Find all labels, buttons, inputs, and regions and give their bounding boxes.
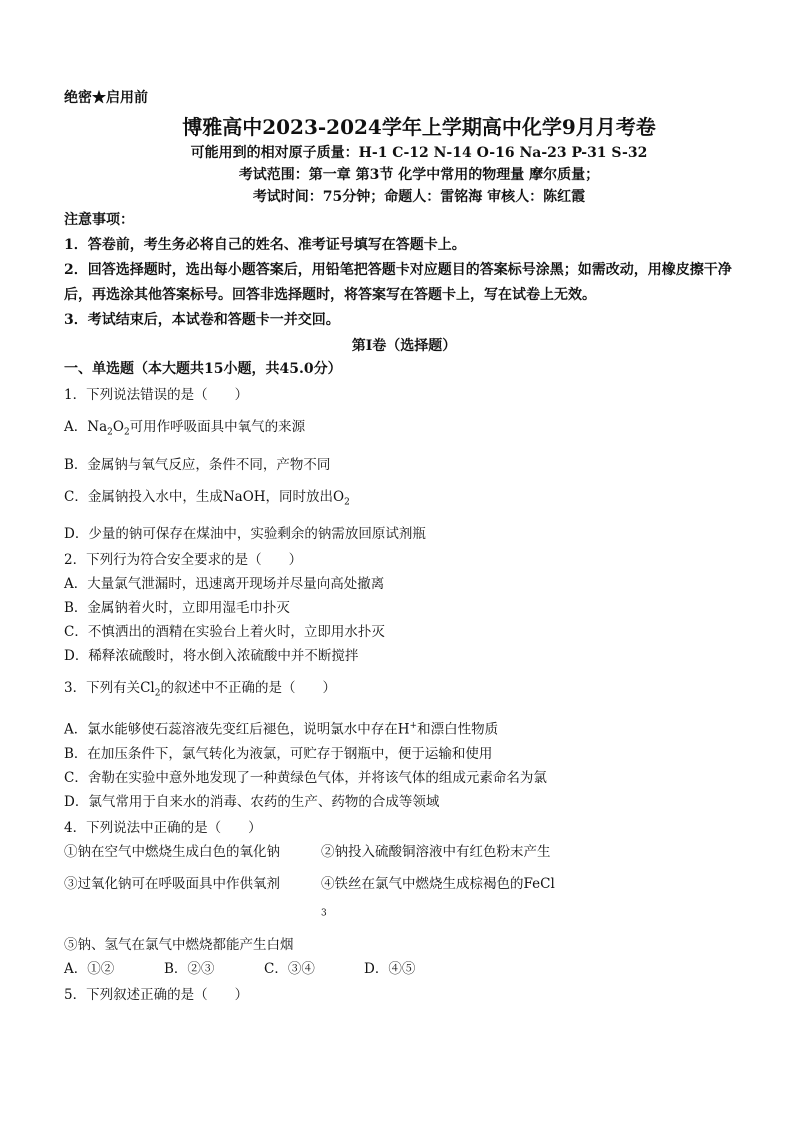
statement-1: ①钠在空气中燃烧生成白色的氧化钠 <box>64 843 280 860</box>
note-item: 3．考试结束后，本试卷和答题卡一并交回。 <box>64 312 340 328</box>
question-2-option-b: B．金属钠着火时，立即用湿毛巾扑灭 <box>64 600 290 617</box>
secret-label: 绝密★启用前 <box>64 90 148 106</box>
question-3-option-b: B．在加压条件下，氯气转化为液氯，可贮存于钢瓶中，便于运输和使用 <box>64 745 493 762</box>
question-4-option-c: C．③④ <box>264 961 315 978</box>
atomic-mass-line: 可能用到的相对原子质量：H-1 C-12 N-14 O-16 Na-23 P-31 S-32 <box>190 145 648 161</box>
question-4-stem: 4．下列说法中正确的是（ ） <box>64 819 262 836</box>
question-4-statements-row-2 <box>64 872 744 926</box>
question-2-option-c: C．不慎洒出的酒精在实验台上着火时，立即用水扑灭 <box>64 624 385 641</box>
statement-4: ④铁丝在氯气中燃烧生成棕褐色的FeCl $_3$ <box>321 875 555 919</box>
exam-page <box>64 88 744 1007</box>
notes-block <box>64 208 744 333</box>
question-4-options <box>64 957 744 981</box>
statement-2: ②钠投入硫酸铜溶液中有红色粉末产生 <box>321 843 551 860</box>
question-1-option-b: B．金属钠与氧气反应，条件不同，产物不同 <box>64 456 331 473</box>
exam-title: 博雅高中2023-2024学年上学期高中化学9月月考卷 <box>182 115 656 139</box>
note-item: 2．回答选择题时，选出每小题答案后，用铅笔把答题卡对应题目的答案标号涂黑；如需改动，用橡皮擦干净后，再选涂其他答案标号。回答非选择题时，将答案写在答题卡上，写在试卷上无效。 <box>64 262 732 303</box>
question-1-stem: 1．下列说法错误的是（ ） <box>64 387 249 403</box>
question-2-option-a: A．大量氯气泄漏时，迅速离开现场并尽量向高处撤离 <box>64 576 385 593</box>
section-heading: 一、单选题（本大题共15小题，共45.0分） <box>64 361 342 377</box>
exam-scope: 考试范围：第一章 第3节 化学中常用的物理量 摩尔质量； <box>238 167 600 183</box>
question-2-option-d: D．稀释浓硫酸时，将水倒入浓硫酸中并不断搅拌 <box>64 648 359 665</box>
question-1-option-a: A．$Na_2O_2$可用作呼吸面具中氧气的来源 <box>64 419 306 438</box>
question-3-option-d: D．氯气常用于自来水的消毒、农药的生产、药物的合成等领域 <box>64 793 440 810</box>
question-3-option-a: A．氯水能够使石蕊溶液先变红后褪色，说明氯水中存在H+和漂白性物质 <box>64 721 499 738</box>
question-3-option-c: C．舍勒在实验中意外地发现了一种黄绿色气体，并将该气体的组成元素命名为氯 <box>64 769 547 786</box>
question-3-stem: 3．下列有关$Cl_2$的叙述中不正确的是（ ） <box>64 680 336 700</box>
question-4-option-a: A．①② <box>64 961 115 978</box>
note-item: 1．答卷前，考生务必将自己的姓名、准考证号填写在答题卡上。 <box>64 237 466 253</box>
question-2-stem: 2．下列行为符合安全要求的是（ ） <box>64 552 303 569</box>
exam-time: 考试时间：75分钟；命题人：雷铭海 审核人：陈红霞 <box>252 189 586 205</box>
statement-5: ⑤钠、氢气在氯气中燃烧都能产生白烟 <box>64 937 294 954</box>
question-4-option-b: B．②③ <box>164 961 215 978</box>
notes-heading: 注意事项： <box>64 212 134 228</box>
volume-heading: 第I卷（选择题） <box>351 338 457 354</box>
question-4-option-d: D．④⑤ <box>364 961 416 978</box>
question-1-option-d: D．少量的钠可保存在煤油中，实验剩余的钠需放回原试剂瓶 <box>64 526 426 543</box>
question-4-statements-row-1 <box>64 840 744 864</box>
question-1-option-c: C．金属钠投入水中，生成NaOH，同时放出$O_2$ <box>64 488 350 508</box>
statement-3: ③过氧化钠可在呼吸面具中作供氧剂 <box>64 875 280 892</box>
question-5-stem: 5．下列叙述正确的是（ ） <box>64 987 249 1004</box>
